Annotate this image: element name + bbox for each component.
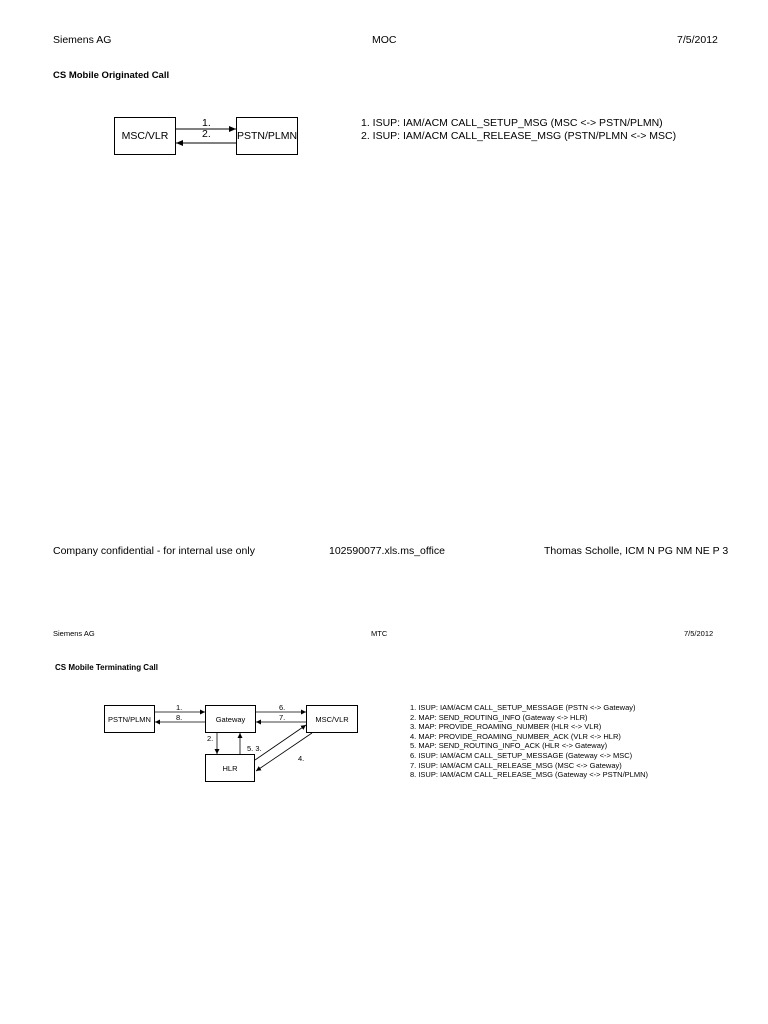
arrow-label-5-3: 5. 3.: [247, 744, 262, 753]
message-item: 2. ISUP: IAM/ACM CALL_RELEASE_MSG (PSTN/PLMN <-> MSC): [361, 129, 677, 142]
arrow-label-1: 1.: [176, 703, 183, 712]
node-pstn-plmn: PSTN/PLMN: [236, 117, 298, 155]
header-date: 7/5/2012: [684, 629, 714, 638]
page-title: CS Mobile Originated Call: [53, 70, 170, 81]
message-item: 1. ISUP: IAM/ACM CALL_SETUP_MESSAGE (PSTN <-> Gateway): [410, 703, 636, 712]
arrow-label-1: 1.: [202, 117, 211, 129]
header-date: 7/5/2012: [677, 34, 718, 46]
arrow-label-2: 2.: [207, 734, 214, 743]
message-list: [410, 703, 648, 780]
node-gateway: Gateway: [205, 705, 256, 733]
message-item: 4. MAP: PROVIDE_ROAMING_NUMBER_ACK (VLR <-> HLR): [410, 731, 621, 741]
message-item: 2. MAP: SEND_ROUTING_INFO (Gateway <-> HLR): [410, 712, 588, 722]
message-item: 7. ISUP: IAM/ACM CALL_RELEASE_MSG (MSC <-> Gateway): [410, 760, 622, 770]
message-item: 3. MAP: PROVIDE_ROAMING_NUMBER (HLR <-> VLR): [410, 722, 602, 732]
node-msc-vlr: MSC/VLR: [306, 705, 358, 733]
header-sheet: MTC: [371, 629, 388, 638]
message-item: 8. ISUP: IAM/ACM CALL_RELEASE_MSG (Gateway <-> PSTN/PLMN): [410, 770, 648, 780]
arrow-4: [256, 733, 312, 771]
arrow-label-6: 6.: [279, 703, 286, 712]
header-company: Siemens AG: [53, 34, 112, 46]
arrow-label-4: 4.: [298, 754, 305, 763]
message-item: 5. MAP: SEND_ROUTING_INFO_ACK (HLR <-> Gateway): [410, 741, 608, 751]
header-sheet: MOC: [372, 34, 397, 46]
page-title: CS Mobile Terminating Call: [55, 663, 158, 672]
message-item: 6. ISUP: IAM/ACM CALL_SETUP_MESSAGE (Gateway <-> MSC): [410, 750, 633, 760]
node-pstn-plmn: PSTN/PLMN: [104, 705, 155, 733]
node-hlr: HLR: [205, 754, 255, 782]
arrow-label-2: 2.: [202, 128, 211, 140]
arrow-label-7: 7.: [279, 713, 286, 722]
footer-file: 102590077.xls.ms_office: [329, 545, 445, 557]
footer-author: Thomas Scholle, ICM N PG NM NE P 3: [544, 545, 729, 557]
footer-confidential: Company confidential - for internal use only: [53, 545, 255, 557]
header-company: Siemens AG: [53, 629, 95, 638]
arrow-label-8: 8.: [176, 713, 183, 722]
message-item: 1. ISUP: IAM/ACM CALL_SETUP_MSG (MSC <-> PSTN/PLMN): [361, 117, 663, 129]
node-msc-vlr: MSC/VLR: [114, 117, 176, 155]
